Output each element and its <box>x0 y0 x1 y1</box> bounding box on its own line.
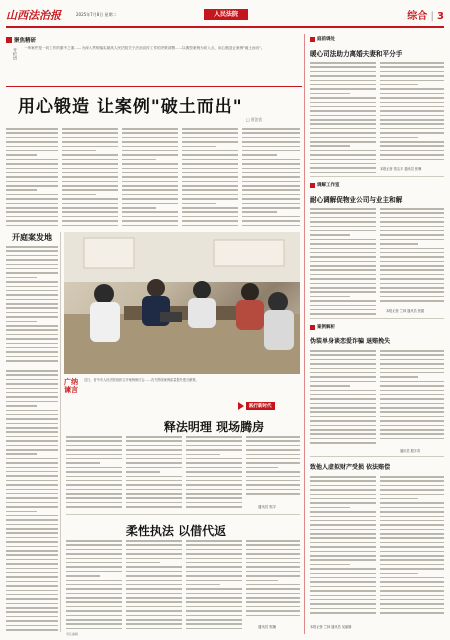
photo-caption: 近日，晋中市人民法院组织召开案例研讨会……各方围绕案例质量提升建言献策。 <box>84 378 199 382</box>
lead-label: 开栏语 <box>13 48 18 60</box>
right-col-3a <box>310 350 376 446</box>
right-divider-2 <box>310 318 444 319</box>
vertical-divider-left <box>60 232 61 632</box>
right-col-1b <box>380 62 444 162</box>
right-title-3: 伪装单身谈恋爱诈骗 退赔挽失 <box>310 338 391 345</box>
section-badge: 人民法院 <box>204 9 248 20</box>
right-author-1: 本报记者 蔡志平 通讯员 张琳 <box>380 167 422 171</box>
center-col-6 <box>126 540 182 632</box>
court-meeting-photo <box>64 232 300 374</box>
page-label-text: 综合 <box>407 11 428 22</box>
masthead <box>6 6 444 24</box>
tag-marker-icon <box>310 183 315 188</box>
center-col-5 <box>66 540 122 632</box>
newspaper-logo: 山西法治报 <box>6 9 61 22</box>
center-section-tag <box>238 402 275 410</box>
right-col-1a <box>310 62 376 174</box>
right-author-2: 本报记者 兰林 通讯员 张健 <box>386 309 425 313</box>
lead-block <box>6 36 302 86</box>
article-col-3 <box>122 128 178 228</box>
masthead-rule <box>6 26 444 28</box>
right-tag-1 <box>310 36 335 42</box>
article-col-4 <box>182 128 238 228</box>
article-col-2 <box>62 128 118 228</box>
center-col-1 <box>66 436 122 512</box>
page-label: 综合 | 3 <box>407 11 444 22</box>
center-author-1: 通讯员 郭宇 <box>258 505 277 509</box>
right-col-3b <box>380 350 444 446</box>
right-title-2: 耐心调解促物业公司与业主和解 <box>310 196 403 204</box>
left-subhead: 开庭案发地 <box>12 233 52 242</box>
arrow-icon <box>238 402 244 410</box>
center-col-8 <box>246 540 300 622</box>
center-headline-1: 释法明理 现场腾房 <box>163 420 265 434</box>
right-col-4a <box>310 476 376 616</box>
photo-caption-label: 广纳 谏言 <box>64 378 78 394</box>
column-tag-text: 聚焦精研 <box>14 38 37 44</box>
right-tag-3 <box>310 324 335 330</box>
main-headline: 用心锻造 让案例"破土而出" <box>18 97 243 117</box>
column-tag <box>6 36 302 44</box>
right-divider-3 <box>310 456 444 457</box>
vertical-divider-right <box>304 34 305 634</box>
right-col-4b <box>380 476 444 616</box>
tag-marker-icon <box>310 37 315 42</box>
right-author-3: 通讯员 殷宇奇 <box>400 449 421 453</box>
right-author-4: 本报记者 兰林 通讯员 吴丽娜 <box>310 625 352 629</box>
meeting-scene-image <box>64 232 300 374</box>
lead-text: 一审案件是一切工作的重中之重……为深入贯彻落实最高人民法院关于法治宣传工作的决策部署……以典型案例为切入点，用心锻造让案例"破土而出"。 <box>24 46 265 50</box>
right-col-2b <box>380 208 444 304</box>
center-divider <box>66 514 300 515</box>
right-col-2a <box>310 208 376 316</box>
right-tag-2-text: 调解工作室 <box>317 183 340 188</box>
article-col-1 <box>6 128 58 228</box>
right-tag-2 <box>310 182 340 188</box>
right-divider-1 <box>310 176 444 177</box>
center-col-2 <box>126 436 182 512</box>
center-author-2: 通讯员 郭楠 <box>258 625 277 629</box>
byline: □ 晋法宣 <box>246 117 263 122</box>
tag-marker-icon <box>310 325 315 330</box>
right-title-4: 致他人虚拟财产受损 依法赔偿 <box>310 464 391 471</box>
center-col-3 <box>186 436 242 512</box>
right-tag-1-text: 庭前调处 <box>317 37 335 42</box>
tag-marker-icon <box>6 37 12 43</box>
article-col-1b <box>6 246 58 366</box>
right-title-1: 暖心司法助力离婚夫妻和平分手 <box>310 50 403 58</box>
center-headline-2: 柔性执法 以借代返 <box>125 524 227 538</box>
page-number: 3 <box>437 11 444 22</box>
center-section-tag-text: 践行新时代 <box>246 402 275 410</box>
footer-editor: 责任编辑 <box>66 632 79 636</box>
issue-date: 2025年7月8日 星期二 <box>76 12 117 17</box>
article-col-1c <box>6 370 58 632</box>
center-col-7 <box>186 540 242 632</box>
right-tag-3-text: 案例解析 <box>317 325 335 330</box>
center-col-4 <box>246 436 300 502</box>
lead-divider <box>6 86 302 87</box>
article-col-5 <box>242 128 300 228</box>
